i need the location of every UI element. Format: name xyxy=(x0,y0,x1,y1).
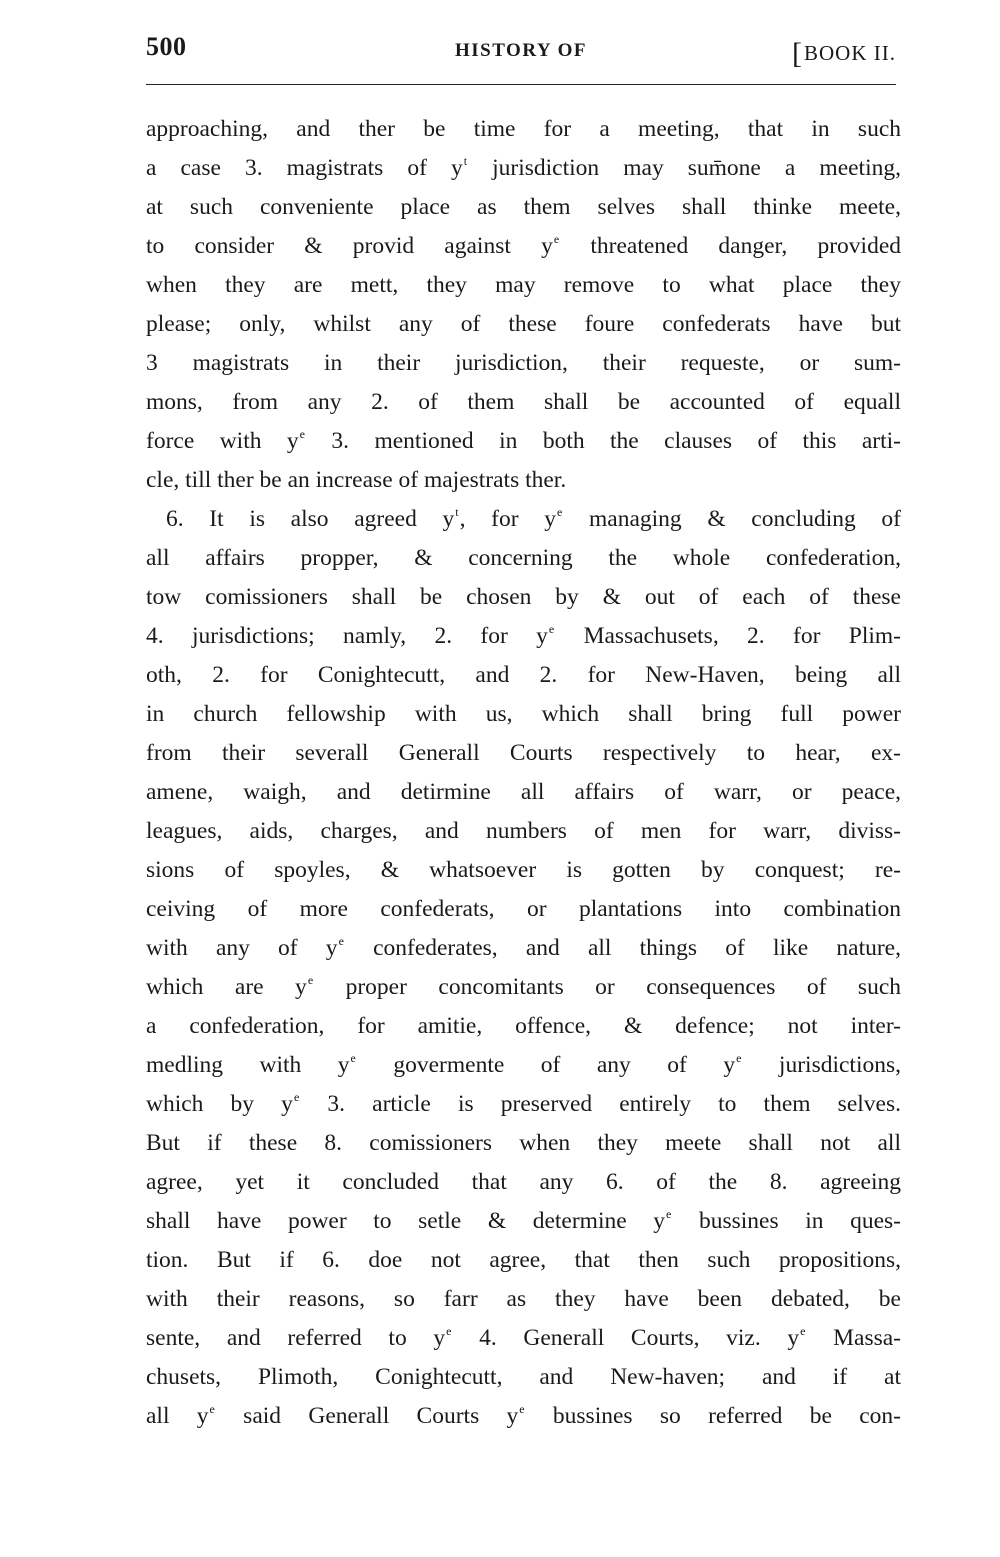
running-title: HISTORY OF xyxy=(454,40,588,61)
body-text xyxy=(146,110,901,1436)
superscript-letter: e xyxy=(209,1402,215,1416)
text-line xyxy=(146,461,901,500)
line-text: a case 3. magistrats of y xyxy=(146,155,463,181)
line-text: cle, till ther be an increase of majestrats ther. xyxy=(146,467,567,493)
text-line xyxy=(146,929,901,968)
line-text: which are y xyxy=(146,974,307,1000)
text-line xyxy=(146,1163,901,1202)
superscript-letter: e xyxy=(557,505,563,519)
line-text: said Generall Courts y xyxy=(215,1403,519,1429)
text-line xyxy=(146,734,901,773)
line-text: 3. mentioned in both the clauses of this arti- xyxy=(305,428,901,454)
line-text: medling with y xyxy=(146,1052,350,1078)
text-line xyxy=(146,1319,901,1358)
superscript-letter: e xyxy=(519,1402,525,1416)
line-text: shall have power to setle & determine y xyxy=(146,1208,666,1234)
text-line xyxy=(146,773,901,812)
text-line xyxy=(146,1085,901,1124)
line-text: amene, waigh, and detirmine all affairs of warr, or peace, xyxy=(146,779,901,805)
line-text: sente, and referred to y xyxy=(146,1325,446,1351)
superscript-letter: e xyxy=(446,1324,452,1338)
line-text: Massachusets, 2. for Plim- xyxy=(555,623,901,649)
line-text: proper concomitants or consequences of such xyxy=(314,974,901,1000)
text-line xyxy=(146,1202,901,1241)
line-text: chusets, Plimoth, Conightecutt, and New-haven; and if at xyxy=(146,1364,901,1390)
superscript-letter: t xyxy=(455,505,459,519)
text-line xyxy=(146,227,901,266)
line-text: approaching, and ther be time for a meeting, that in such xyxy=(146,116,901,142)
text-line xyxy=(146,812,901,851)
line-text: tow comissioners shall be chosen by & out of each of these xyxy=(146,584,901,610)
superscript-letter: e xyxy=(299,427,305,441)
running-head xyxy=(146,28,896,68)
line-text: jurisdictions, xyxy=(742,1052,901,1078)
text-line xyxy=(146,383,901,422)
superscript-letter: e xyxy=(548,622,555,636)
line-text: agree, yet it concluded that any 6. of the 8. agreeing xyxy=(146,1169,901,1195)
superscript-letter: e xyxy=(350,1051,356,1065)
text-line xyxy=(146,851,901,890)
line-text: But if these 8. comissioners when they meete shall not all xyxy=(146,1130,901,1156)
superscript-letter: e xyxy=(338,934,344,948)
line-text: with their reasons, so farr as they have been debated, be xyxy=(146,1286,901,1312)
book-label xyxy=(792,34,896,68)
text-line xyxy=(146,968,901,1007)
text-line xyxy=(146,110,901,149)
line-text: tion. But if 6. doe not agree, that then such propositions, xyxy=(146,1247,901,1273)
line-text: in church fellowship with us, which shall bring full power xyxy=(146,701,901,727)
line-text: a confederation, for amitie, offence, & defence; not inter- xyxy=(146,1013,901,1039)
text-line xyxy=(146,422,901,461)
text-line xyxy=(146,1280,901,1319)
line-text: which by y xyxy=(146,1091,293,1117)
line-text: ceiving of more confederats, or plantations into combination xyxy=(146,896,901,922)
superscript-letter: e xyxy=(666,1207,672,1221)
text-line xyxy=(146,305,901,344)
line-text: from their severall Generall Courts respectively to hear, ex- xyxy=(146,740,901,766)
header-rule xyxy=(146,84,896,85)
line-text: bussines in ques- xyxy=(672,1208,901,1234)
text-line xyxy=(146,1358,901,1397)
line-text: leagues, aids, charges, and numbers of men for warr, diviss- xyxy=(146,818,901,844)
line-text: at such conveniente place as them selves shall thinke meete, xyxy=(146,194,901,220)
text-line xyxy=(146,344,901,383)
line-text: force with y xyxy=(146,428,299,454)
line-text: threatened danger, provided xyxy=(560,233,902,259)
text-line xyxy=(146,188,901,227)
superscript-letter: e xyxy=(307,973,314,987)
line-text: , for y xyxy=(459,506,556,532)
line-text: managing & concluding of xyxy=(563,506,901,532)
text-line xyxy=(146,1397,901,1436)
line-text: 4. jurisdictions; namly, 2. for y xyxy=(146,623,548,649)
line-text: confederates, and all things of like nature, xyxy=(344,935,901,961)
superscript-letter: e xyxy=(736,1051,742,1065)
line-text: all affairs propper, & concerning the whole confederation, xyxy=(146,545,901,571)
superscript-letter: t xyxy=(463,154,468,168)
superscript-letter: e xyxy=(293,1090,300,1104)
text-line xyxy=(146,539,901,578)
text-line xyxy=(146,890,901,929)
text-line xyxy=(146,266,901,305)
line-text: Massa- xyxy=(806,1325,902,1351)
line-text: govermente of any of y xyxy=(356,1052,736,1078)
superscript-letter: e xyxy=(553,232,560,246)
text-line xyxy=(146,1046,901,1085)
line-text: when they are mett, they may remove to what place they xyxy=(146,272,901,298)
text-line xyxy=(146,617,901,656)
line-text: bussines so referred be con- xyxy=(525,1403,901,1429)
text-line xyxy=(146,578,901,617)
line-text: oth, 2. for Conightecutt, and 2. for New-Haven, being all xyxy=(146,662,901,688)
text-line xyxy=(146,1241,901,1280)
page-number: 500 xyxy=(146,32,187,61)
line-text: jurisdiction may sum̄one a meeting, xyxy=(468,155,901,181)
line-text: sions of spoyles, & whatsoever is gotten by conquest; re- xyxy=(146,857,901,883)
line-text: mons, from any 2. of them shall be accounted of equall xyxy=(146,389,901,415)
text-line xyxy=(146,1124,901,1163)
line-text: to consider & provid against y xyxy=(146,233,553,259)
text-line xyxy=(146,149,901,188)
line-text: 6. It is also agreed y xyxy=(166,506,455,532)
book-label-text: BOOK II. xyxy=(804,41,896,65)
text-line xyxy=(146,695,901,734)
line-text: all y xyxy=(146,1403,209,1429)
line-text: 3. article is preserved entirely to them selves. xyxy=(300,1091,901,1117)
line-text: with any of y xyxy=(146,935,338,961)
text-line xyxy=(146,1007,901,1046)
text-line xyxy=(146,500,901,539)
line-text: 3 magistrats in their jurisdiction, their requeste, or sum- xyxy=(146,350,901,376)
superscript-letter: e xyxy=(800,1324,806,1338)
bracket-glyph: [ xyxy=(792,37,803,70)
line-text: please; only, whilst any of these foure confederats have but xyxy=(146,311,901,337)
line-text: 4. Generall Courts, viz. y xyxy=(452,1325,800,1351)
text-line xyxy=(146,656,901,695)
